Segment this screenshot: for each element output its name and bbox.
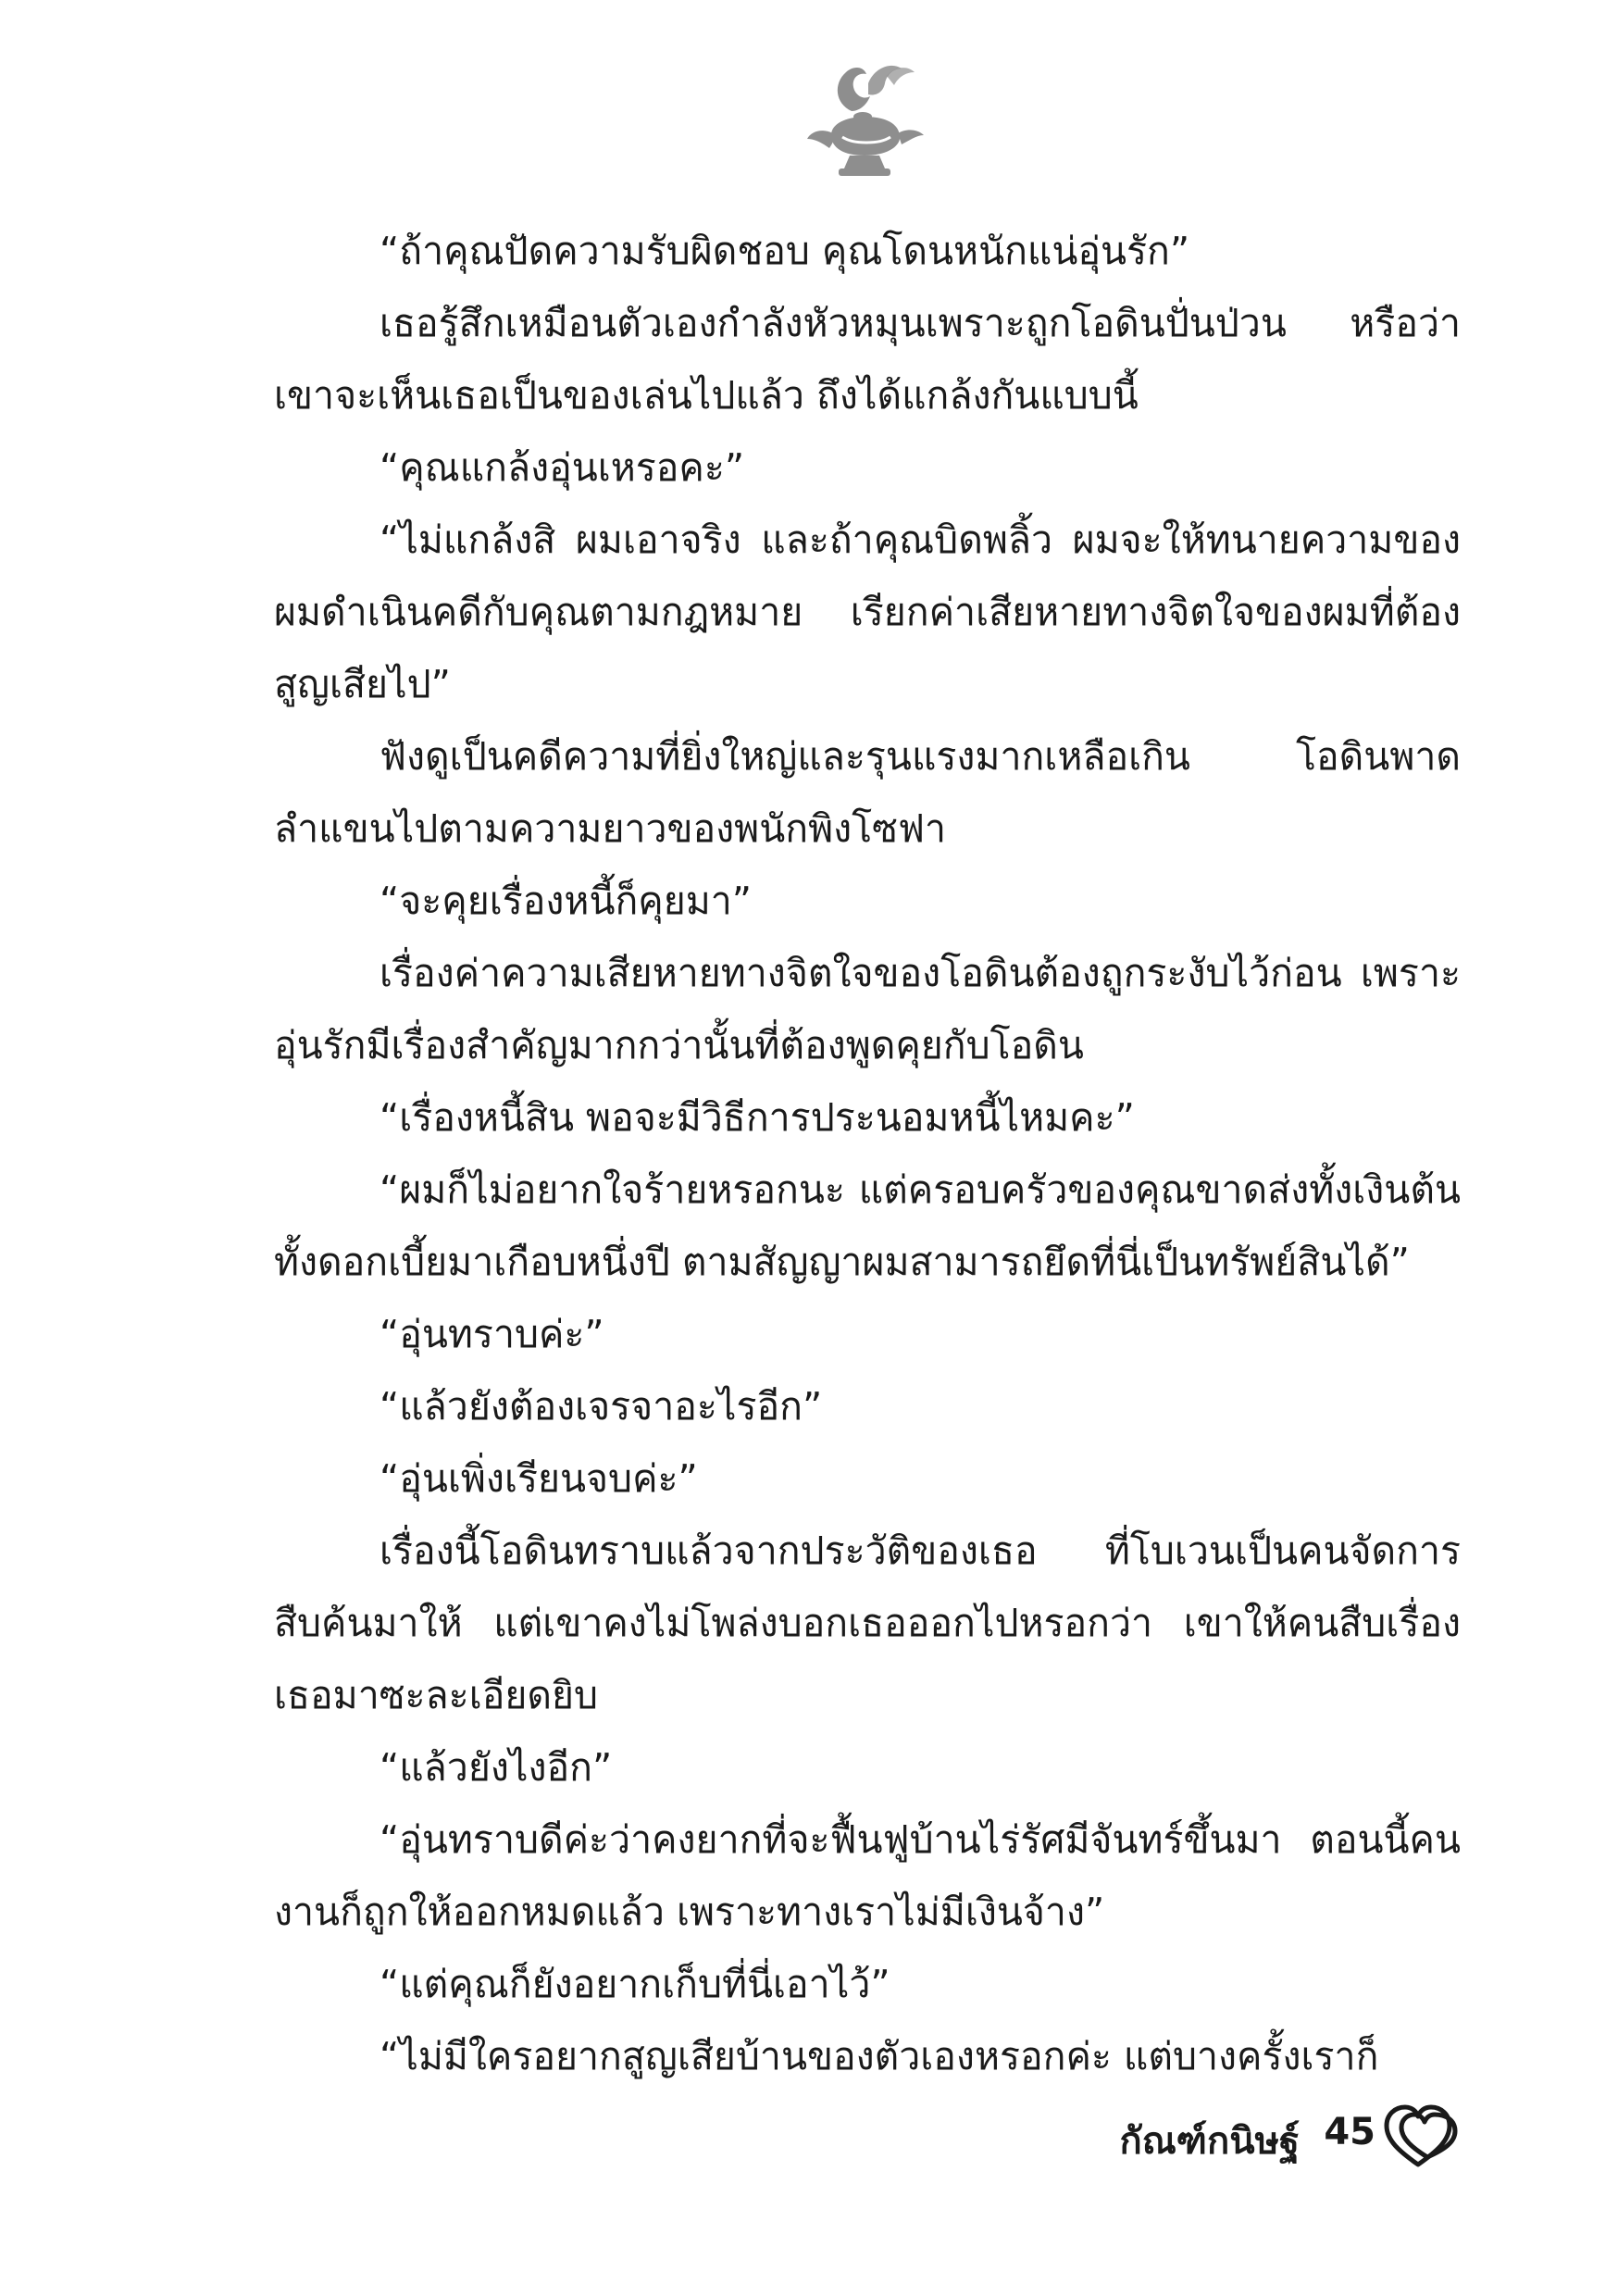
double-heart-icon <box>1381 2098 1462 2172</box>
paragraph: “ไม่มีใครอยากสูญเสียบ้านของตัวเองหรอกค่ะ แต่บางครั้งเราก็ <box>380 2034 1379 2078</box>
paragraph: “อุ่นเพิ่งเรียนจบค่ะ” <box>380 1456 698 1501</box>
paragraph: “ถ้าคุณปัดความรับผิดชอบ คุณโดนหนักแน่อุ่นรัก” <box>380 229 1190 273</box>
paragraph: “แล้วยังต้องเจรจาอะไรอีก” <box>380 1384 823 1429</box>
paragraph: “ไม่แกล้งสิ ผมเอาจริง และถ้าคุณบิดพลิ้ว ผมจะให้ทนายความของผมดำเนินคดีกับคุณตามกฎหมาย เรียกค่าเสียหายทางจิตใจของผมที่ต้องสูญเสียไป” <box>274 518 1461 706</box>
paragraph: “คุณแกล้งอุ่นเหรอคะ” <box>380 445 745 490</box>
genie-lamp-icon <box>798 56 927 190</box>
paragraph: “อุ่นทราบดีค่ะว่าคงยากที่จะฟื้นฟูบ้านไร่รัศมีจันทร์ขึ้นมา ตอนนี้คนงานก็ถูกให้ออกหมดแล้ว เพราะทางเราไม่มีเงินจ้าง” <box>274 1817 1461 1934</box>
paragraph: เรื่องค่าความเสียหายทางจิตใจของโอดินต้องถูกระงับไว้ก่อน เพราะอุ่นรักมีเรื่องสำคัญมากกว่านั้นที่ต้องพูดคุยกับโอดิน <box>274 951 1461 1067</box>
paragraph: “ผมก็ไม่อยากใจร้ายหรอกนะ แต่ครอบครัวของคุณขาดส่งทั้งเงินต้นทั้งดอกเบี้ยมาเกือบหนึ่งปี ตามสัญญาผมสามารถยึดที่นี่เป็นทรัพย์สินได้” <box>274 1167 1461 1284</box>
paragraph: “เรื่องหนี้สิน พอจะมีวิธีการประนอมหนี้ไหมคะ” <box>380 1095 1135 1140</box>
page-number: 45 <box>1324 2111 1375 2153</box>
page-footer <box>1055 2094 1462 2177</box>
paragraph: เธอรู้สึกเหมือนตัวเองกำลังหัวหมุนเพราะถูกโอดินปั่นป่วน หรือว่าเขาจะเห็นเธอเป็นของเล่นไปแล้ว ถึงได้แกล้งกันแบบนี้ <box>274 301 1461 418</box>
paragraph: “อุ่นทราบค่ะ” <box>380 1312 604 1356</box>
author-name: กัณฑ์กนิษฐ์ <box>1119 2120 1300 2163</box>
body-text <box>274 215 1461 2092</box>
paragraph: “แล้วยังไงอีก” <box>380 1745 613 1790</box>
paragraph: “แต่คุณก็ยังอยากเก็บที่นี่เอาไว้” <box>380 1962 890 2006</box>
paragraph: เรื่องนี้โอดินทราบแล้วจากประวัติของเธอ ที่โบเวนเป็นคนจัดการสืบค้นมาให้ แต่เขาคงไม่โพล่งบอกเธอออกไปหรอกว่า เขาให้คนสืบเรื่องเธอมาซะละเอียดยิบ <box>274 1529 1461 1717</box>
paragraph: “จะคุยเรื่องหนี้ก็คุยมา” <box>380 879 753 923</box>
paragraph: ฟังดูเป็นคดีความที่ยิ่งใหญ่และรุนแรงมากเหลือเกิน โอดินพาดลำแขนไปตามความยาวของพนักพิงโซฟา <box>274 734 1461 851</box>
